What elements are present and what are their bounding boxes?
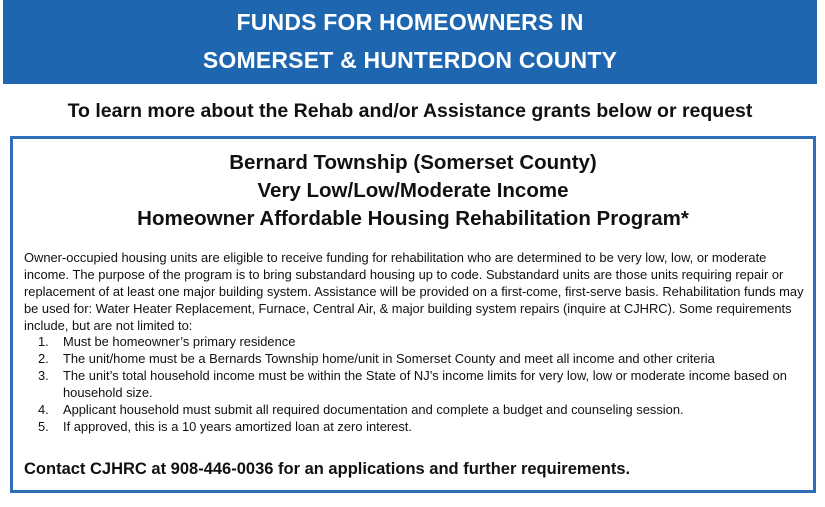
program-title-line-3: Homeowner Affordable Housing Rehabilitation Program* xyxy=(137,207,689,230)
program-box xyxy=(10,136,816,493)
list-item-text: If approved, this is a 10 years amortized loan at zero interest. xyxy=(63,419,412,434)
list-item-number: 3. xyxy=(38,368,49,383)
list-item-number: 5. xyxy=(38,419,49,434)
header-banner xyxy=(3,0,817,84)
list-item-text: Must be homeowner’s primary residence xyxy=(63,334,296,349)
program-description: Owner-occupied housing units are eligible to receive funding for rehabilitation who are determined to be very low, low, or moderate income. The purpose of the program is to bring substandard housing up to code. Substandard units are those units requiring repair or replacement of at least one major building system. Assistance will be provided on a first-come, first-serve basis. Rehabilitation funds may be used for: Water Heater Replacement, Furnace, Central Air, & major building system repairs (inquire at CJHRC). Some requirements include, but are not limited to: xyxy=(24,250,804,333)
list-item-text: The unit’s total household income must be within the State of NJ’s income limits for very low, low or moderate income based on household size. xyxy=(63,368,787,400)
requirements-list xyxy=(24,333,804,435)
program-title-line-1: Bernard Township (Somerset County) xyxy=(229,151,597,174)
list-item-number: 4. xyxy=(38,402,49,417)
list-item xyxy=(24,401,804,418)
list-item-number: 2. xyxy=(38,351,49,366)
list-item xyxy=(24,350,804,367)
list-item-text: The unit/home must be a Bernards Township home/unit in Somerset County and meet all income and other criteria xyxy=(63,351,715,366)
contact-info: Contact CJHRC at 908-446-0036 for an applications and further requirements. xyxy=(24,460,631,478)
list-item-number: 1. xyxy=(38,334,49,349)
list-item-text: Applicant household must submit all required documentation and complete a budget and counseling session. xyxy=(63,402,684,417)
list-item xyxy=(24,333,804,350)
program-title xyxy=(13,149,813,233)
subheading: To learn more about the Rehab and/or Assistance grants below or request xyxy=(67,100,753,121)
banner-title-line-1: FUNDS FOR HOMEOWNERS IN xyxy=(236,9,584,35)
program-title-line-2: Very Low/Low/Moderate Income xyxy=(257,179,569,202)
list-item xyxy=(24,367,804,401)
list-item xyxy=(24,418,804,435)
banner-title-line-2: SOMERSET & HUNTERDON COUNTY xyxy=(202,47,618,73)
